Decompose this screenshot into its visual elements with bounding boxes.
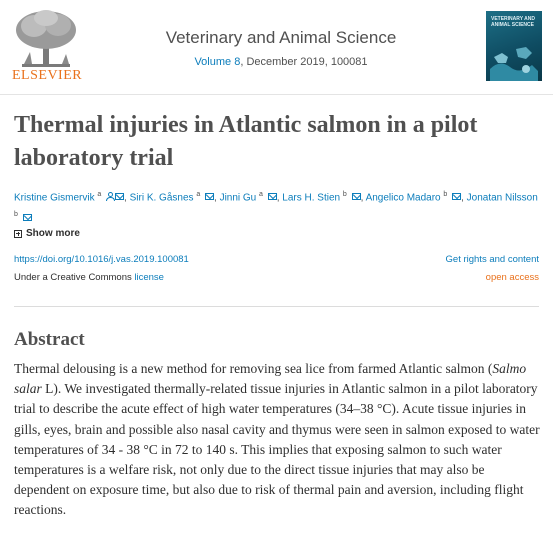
issue-details: , December 2019, 100081 (240, 56, 368, 68)
license-prefix: Under a Creative Commons (14, 272, 135, 283)
author-name[interactable]: Jinni Gu (219, 192, 257, 204)
person-icon[interactable] (106, 192, 113, 200)
section-divider (14, 306, 539, 307)
author-affiliation: a (97, 191, 102, 198)
envelope-icon[interactable] (452, 193, 461, 200)
abstract-heading: Abstract (14, 329, 85, 350)
open-access-badge: open access (485, 272, 539, 283)
journal-title[interactable]: Veterinary and Animal Science (165, 28, 397, 47)
author-name[interactable]: Lars H. Stien (282, 192, 341, 204)
envelope-icon[interactable] (352, 193, 361, 200)
show-more-label: Show more (26, 228, 80, 239)
author-list: Kristine Gismervik $^a$ , Siri K. Gåsnes $^a$ , Jinni Gu $^a$ , Lars H. Stien $^b$ , Angelico Madaro $^b$ , Jonatan Nilsson $^b$ (14, 186, 542, 227)
envelope-icon[interactable] (23, 214, 32, 221)
journal-header (0, 0, 553, 95)
license-line (14, 272, 164, 283)
cover-animals-illustration (486, 39, 542, 81)
show-more-button[interactable] (14, 228, 80, 239)
elsevier-tree-icon (12, 8, 80, 68)
elsevier-logo[interactable] (12, 8, 83, 84)
author-name[interactable]: Angelico Madaro (365, 192, 441, 204)
envelope-icon[interactable] (268, 193, 277, 200)
author-name[interactable]: Kristine Gismervik (14, 192, 95, 204)
journal-issue-line (96, 56, 466, 68)
article-title: Thermal injuries in Atlantic salmon in a pilot laboratory trial (14, 112, 478, 171)
abstract-text-part1: Thermal delousing is a new method for removing sea lice from farmed Atlantic salmon ( (14, 361, 493, 376)
journal-info-block (96, 28, 466, 68)
envelope-icon[interactable] (205, 193, 214, 200)
author-affiliation: b (443, 191, 448, 198)
species-name: Salmo salar (14, 361, 527, 397)
abstract-text (14, 359, 542, 521)
license-link[interactable]: license (134, 272, 164, 283)
plus-box-icon (14, 230, 22, 238)
author-name[interactable]: Jonatan Nilsson (466, 192, 538, 204)
author-affiliation: b (342, 191, 347, 198)
abstract-text-part2: L). We investigated thermally-related tissue injuries in Atlantic salmon in a pilot laboratory trial to describe the acute effect of high water temperatures (34–38 °C). Acute tissue injuries in gills, eyes, brain and possible also nasal cavity and thymus were seen in salmon exposed to water temperatures of 34 - 38 °C in 72 to 140 s. This implies that exposing salmon to such water temperatures is a welfare risk, not only due to the direct tissue injuries that may also be dependent on exposure time, but also due to risk of thermal pain and aversion, including flight reactions. (14, 381, 540, 518)
author-affiliation: a (196, 191, 201, 198)
author-affiliation: b (14, 211, 18, 219)
cover-title: VETERINARY AND ANIMAL SCIENCE (491, 16, 535, 28)
envelope-icon[interactable] (115, 193, 124, 200)
rights-link[interactable]: Get rights and content (445, 254, 539, 265)
doi-link[interactable]: https://doi.org/10.1016/j.vas.2019.100081 (14, 254, 189, 265)
volume-link[interactable]: Volume 8 (194, 56, 241, 68)
elsevier-wordmark: ELSEVIER (12, 68, 83, 83)
author-name[interactable]: Siri K. Gåsnes (129, 192, 194, 204)
author-affiliation: a (259, 191, 263, 198)
journal-cover-image[interactable] (486, 11, 542, 81)
